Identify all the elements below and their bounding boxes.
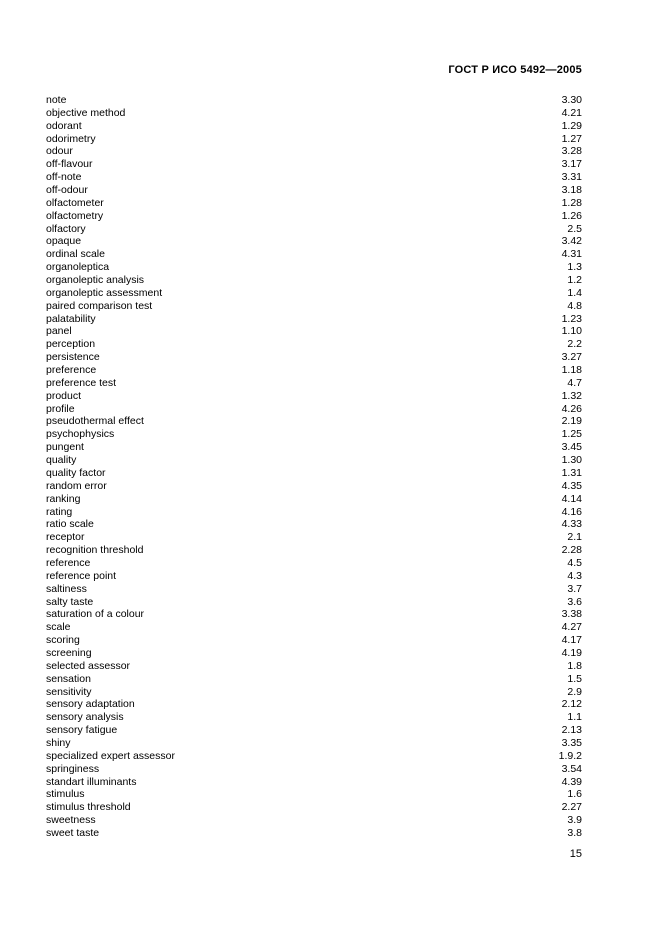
index-ref: 3.7 (567, 582, 582, 595)
index-entry (46, 763, 582, 776)
index-entry (46, 145, 582, 158)
index-entry (46, 325, 582, 338)
index-ref: 4.3 (567, 569, 582, 582)
index-term: organoleptica (46, 261, 110, 274)
index-ref: 1.9.2 (558, 749, 582, 762)
index-ref: 1.18 (561, 364, 582, 377)
index-entry (46, 647, 582, 660)
index-ref: 4.27 (561, 621, 582, 634)
index-list (46, 94, 582, 840)
index-entry (46, 210, 582, 223)
index-term: standart illuminants (46, 775, 137, 788)
index-entry (46, 287, 582, 300)
index-ref: 4.33 (561, 518, 582, 531)
index-ref: 2.28 (561, 544, 582, 557)
index-entry (46, 737, 582, 750)
index-ref: 1.23 (561, 312, 582, 325)
index-entry (46, 454, 582, 467)
index-term: screening (46, 646, 92, 659)
index-entry (46, 634, 582, 647)
index-ref: 1.8 (567, 659, 582, 672)
index-term: pungent (46, 441, 84, 454)
index-ref: 4.7 (567, 376, 582, 389)
index-term: panel (46, 325, 72, 338)
index-ref: 1.3 (567, 261, 582, 274)
index-ref: 1.30 (561, 454, 582, 467)
index-ref: 1.6 (567, 788, 582, 801)
index-term: ratio scale (46, 518, 94, 531)
index-term: stimulus (46, 788, 85, 801)
index-term: odorant (46, 119, 82, 132)
index-entry (46, 223, 582, 236)
index-ref: 2.27 (561, 801, 582, 814)
index-ref: 2.19 (561, 415, 582, 428)
index-term: off-flavour (46, 158, 93, 171)
index-entry (46, 94, 582, 107)
index-entry (46, 801, 582, 814)
index-entry (46, 197, 582, 210)
index-entry (46, 660, 582, 673)
index-term: opaque (46, 235, 82, 248)
index-entry (46, 235, 582, 248)
index-entry (46, 261, 582, 274)
index-ref: 3.30 (561, 94, 582, 106)
index-entry (46, 608, 582, 621)
index-entry (46, 390, 582, 403)
index-term: sensory analysis (46, 711, 124, 724)
index-term: selected assessor (46, 659, 131, 672)
index-entry (46, 184, 582, 197)
index-ref: 3.42 (561, 235, 582, 248)
index-ref: 1.28 (561, 196, 582, 209)
index-term: paired comparison test (46, 299, 153, 312)
index-ref: 1.25 (561, 428, 582, 441)
index-term: quality (46, 454, 77, 467)
index-ref: 1.32 (561, 389, 582, 402)
index-term: scoring (46, 634, 80, 647)
index-ref: 1.1 (567, 711, 582, 724)
index-entry (46, 518, 582, 531)
index-ref: 2.2 (567, 338, 582, 351)
index-term: preference (46, 364, 97, 377)
index-term: sensation (46, 672, 91, 685)
index-entry (46, 415, 582, 428)
index-term: random error (46, 479, 107, 492)
index-ref: 4.21 (561, 106, 582, 119)
index-ref: 4.39 (561, 775, 582, 788)
index-ref: 4.35 (561, 479, 582, 492)
index-entry (46, 441, 582, 454)
index-entry (46, 248, 582, 261)
index-ref: 3.45 (561, 441, 582, 454)
index-ref: 2.1 (567, 531, 582, 544)
index-ref: 4.5 (567, 556, 582, 569)
index-entry (46, 493, 582, 506)
index-term: sweet taste (46, 826, 100, 839)
index-term: scale (46, 621, 71, 634)
index-entry (46, 827, 582, 840)
index-term: saltiness (46, 582, 87, 595)
document-title: ГОСТ Р ИСО 5492—2005 (448, 64, 582, 76)
index-ref: 3.54 (561, 762, 582, 775)
index-entry (46, 750, 582, 763)
index-term: profile (46, 402, 75, 415)
index-ref: 2.9 (567, 685, 582, 698)
index-term: odorimetry (46, 132, 96, 145)
index-term: perception (46, 338, 96, 351)
index-term: reference (46, 556, 91, 569)
index-ref: 1.31 (561, 466, 582, 479)
index-term: ranking (46, 492, 81, 505)
index-term: sensitivity (46, 685, 92, 698)
index-ref: 3.8 (567, 826, 582, 839)
index-term: sweetness (46, 814, 96, 827)
index-term: palatability (46, 312, 96, 325)
index-entry (46, 814, 582, 827)
index-entry (46, 531, 582, 544)
index-ref: 1.29 (561, 119, 582, 132)
index-entry (46, 338, 582, 351)
index-ref: 3.6 (567, 595, 582, 608)
index-entry (46, 107, 582, 120)
index-entry (46, 506, 582, 519)
index-entry (46, 377, 582, 390)
index-term: sensory fatigue (46, 724, 118, 737)
index-term: pseudothermal effect (46, 415, 144, 428)
index-entry (46, 313, 582, 326)
index-term: receptor (46, 531, 85, 544)
index-entry (46, 583, 582, 596)
index-entry (46, 274, 582, 287)
index-term: off-odour (46, 184, 88, 197)
index-term: stimulus threshold (46, 801, 131, 814)
index-term: preference test (46, 376, 117, 389)
index-term: olfactometer (46, 196, 104, 209)
index-entry (46, 788, 582, 801)
index-entry (46, 428, 582, 441)
index-term: reference point (46, 569, 117, 582)
index-ref: 3.18 (561, 184, 582, 197)
index-term: rating (46, 505, 73, 518)
index-entry (46, 544, 582, 557)
index-entry (46, 300, 582, 313)
index-ref: 4.31 (561, 248, 582, 261)
index-ref: 1.2 (567, 274, 582, 287)
index-ref: 3.38 (561, 608, 582, 621)
index-ref: 3.28 (561, 145, 582, 158)
index-ref: 4.8 (567, 299, 582, 312)
index-entry (46, 467, 582, 480)
index-term: objective method (46, 106, 126, 119)
index-ref: 3.27 (561, 351, 582, 364)
index-term: persistence (46, 351, 100, 364)
index-ref: 1.27 (561, 132, 582, 145)
index-ref: 1.26 (561, 209, 582, 222)
index-entry (46, 171, 582, 184)
index-term: specialized expert assessor (46, 749, 175, 762)
index-term: off-note (46, 171, 82, 184)
index-entry (46, 596, 582, 609)
index-term: springiness (46, 762, 100, 775)
index-entry (46, 403, 582, 416)
index-term: product (46, 389, 82, 402)
index-term: quality factor (46, 466, 106, 479)
index-ref: 4.19 (561, 646, 582, 659)
index-term: recognition threshold (46, 544, 144, 557)
index-entry (46, 351, 582, 364)
index-ref: 1.5 (567, 672, 582, 685)
index-entry (46, 158, 582, 171)
index-ref: 4.17 (561, 634, 582, 647)
index-term: olfactory (46, 222, 86, 235)
index-term: olfactometry (46, 209, 104, 222)
index-entry (46, 711, 582, 724)
index-entry (46, 557, 582, 570)
index-ref: 4.26 (561, 402, 582, 415)
index-ref: 4.14 (561, 492, 582, 505)
index-entry (46, 120, 582, 133)
index-entry (46, 776, 582, 789)
index-ref: 4.16 (561, 505, 582, 518)
index-ref: 2.12 (561, 698, 582, 711)
index-entry (46, 724, 582, 737)
index-term: sensory adaptation (46, 698, 135, 711)
index-ref: 3.31 (561, 171, 582, 184)
index-entry (46, 673, 582, 686)
index-entry (46, 621, 582, 634)
index-term: note (46, 94, 67, 106)
index-term: organoleptic analysis (46, 274, 145, 287)
index-entry (46, 686, 582, 699)
index-term: psychophysics (46, 428, 115, 441)
index-term: salty taste (46, 595, 94, 608)
index-term: ordinal scale (46, 248, 105, 261)
index-ref: 1.10 (561, 325, 582, 338)
index-ref: 2.5 (567, 222, 582, 235)
index-entry (46, 364, 582, 377)
page-number: 15 (569, 848, 582, 860)
index-entry (46, 480, 582, 493)
index-ref: 2.13 (561, 724, 582, 737)
index-ref: 3.9 (567, 814, 582, 827)
index-term: shiny (46, 736, 71, 749)
index-entry (46, 698, 582, 711)
index-entry (46, 570, 582, 583)
index-ref: 3.17 (561, 158, 582, 171)
index-term: odour (46, 145, 73, 158)
index-entry (46, 133, 582, 146)
index-term: saturation of a colour (46, 608, 145, 621)
index-ref: 3.35 (561, 736, 582, 749)
index-ref: 1.4 (567, 286, 582, 299)
index-term: organoleptic assessment (46, 286, 163, 299)
